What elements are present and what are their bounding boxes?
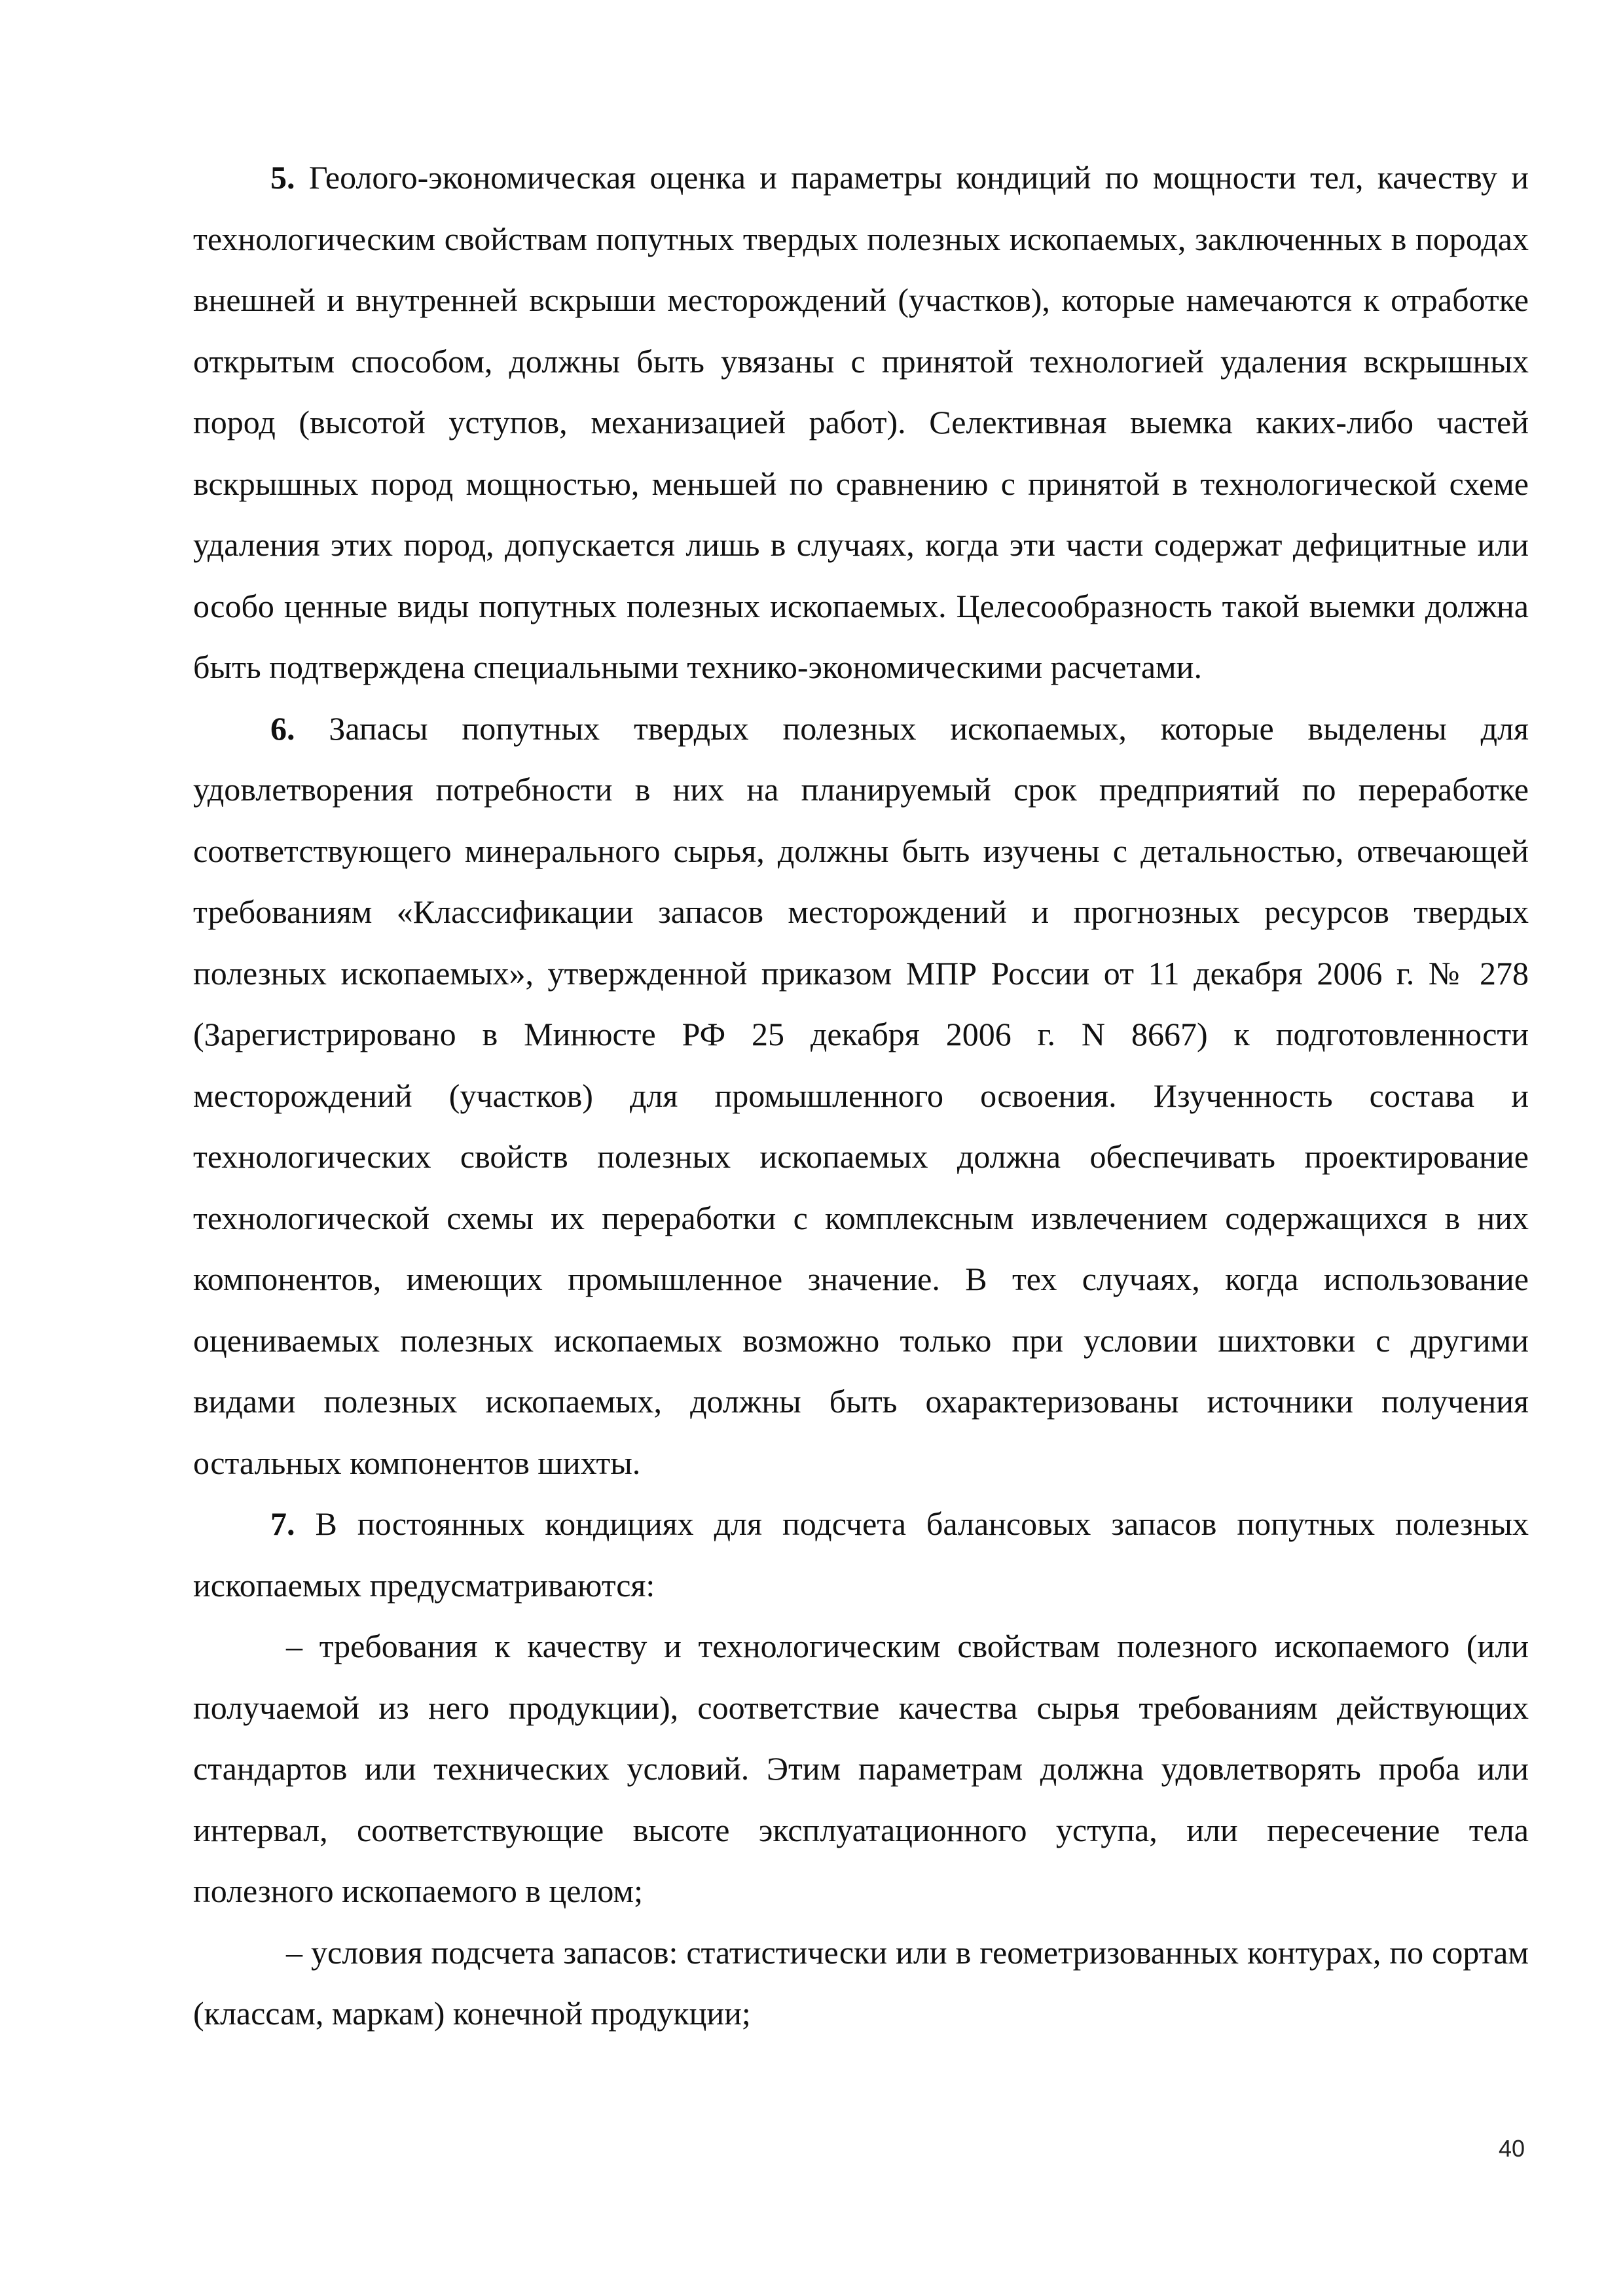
list-dash: –: [286, 1628, 302, 1664]
paragraph-7: [193, 1494, 1529, 1616]
paragraph-6: [193, 698, 1529, 1494]
list-item-text: требования к качеству и технологическим свойствам полезного ископаемого (или получаемой из него продукции), соответствие качества сырья требованиям действующих стандартов или технических условий. Этим параметрам должна удовлетворять проба или интервал, соответствующие высоте эксплуатационного уступа, или пересечение тела полезного ископаемого в целом;: [193, 1628, 1529, 1909]
paragraph-text: В постоянных кондициях для подсчета балансовых запасов попутных полезных ископаемых предусматриваются:: [193, 1505, 1529, 1604]
list-item-text: условия подсчета запасов: статистически или в геометризованных контурах, по сортам (классам, маркам) конечной продукции;: [193, 1933, 1529, 2032]
paragraph-text: Запасы попутных твердых полезных ископаемых, которые выделены для удовлетворения потребности в них на планируемый срок предприятий по переработке соответствующего минерального сырья, должны быть изучены с детальностью, отвечающей требованиям «Классификации запасов месторождений и прогнозных ресурсов твердых полезных ископаемых», утвержденной приказом МПР России от 11 декабря 2006 г. № 278 (Зарегистрировано в Минюсте РФ 25 декабря 2006 г. N 8667) к подготовленности месторождений (участков) для промышленного освоения. Изученность состава и технологических свойств полезных ископаемых должна обеспечивать проектирование технологической схемы их переработки с комплексным извлечением содержащихся в них компонентов, имеющих промышленное значение. В тех случаях, когда использование оцениваемых полезных ископаемых возможно только при условии шихтовки с другими видами полезных ископаемых, должны быть охарактеризованы источники получения остальных компонентов шихты.: [193, 709, 1529, 1481]
paragraph-text: Геолого-экономическая оценка и параметры кондиций по мощности тел, качеству и технологическим свойствам попутных твердых полезных ископаемых, заключенных в породах внешней и внутренней вскрыши месторождений (участков), которые намечаются к отработке открытым способом, должны быть увязаны с принятой технологией удаления вскрышных пород (высотой уступов, механизацией работ). Селективная выемка каких-либо частей вскрышных пород мощностью, меньшей по сравнению с принятой в технологической схеме удаления этих пород, допускается лишь в случаях, когда эти части содержат дефицитные или особо ценные виды попутных полезных ископаемых. Целесообразность такой выемки должна быть подтверждена специальными технико-экономическими расчетами.: [193, 159, 1529, 685]
paragraph-number: 5.: [270, 159, 295, 196]
page-number: 40: [1498, 2135, 1525, 2162]
list-item: [193, 1922, 1529, 2045]
paragraph-5: [193, 147, 1529, 698]
list-dash: –: [286, 1933, 302, 1971]
paragraph-number: 6.: [270, 709, 295, 747]
paragraph-number: 7.: [270, 1505, 295, 1542]
body-text: [193, 147, 1529, 2045]
list-item: [193, 1616, 1529, 1922]
